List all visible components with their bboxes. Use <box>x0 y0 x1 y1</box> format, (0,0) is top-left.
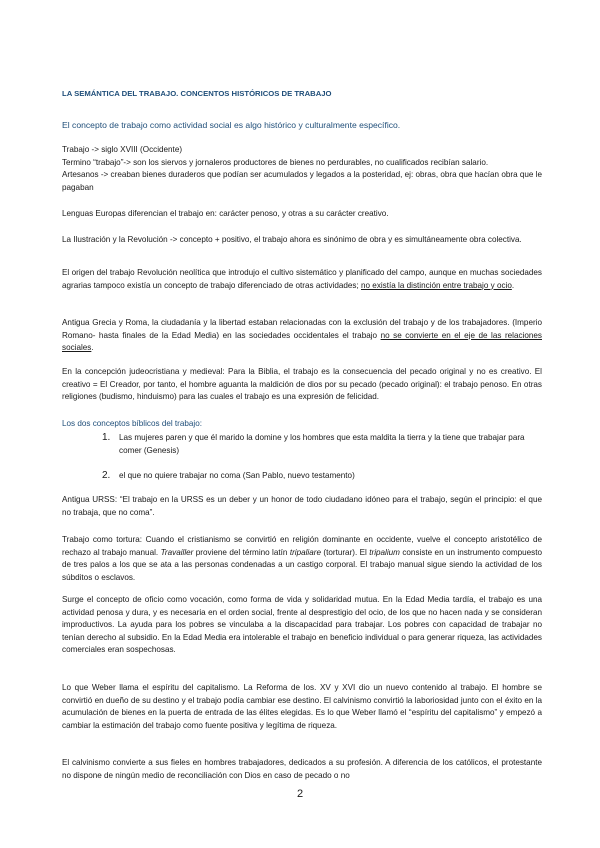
paragraph-ilustracion: La Ilustración y la Revolución -> concepto + positivo, el trabajo ahora es sinónimo de obra y es simultáneamente obra colectiva. <box>62 235 522 244</box>
paragraph-origen: El origen del trabajo Revolución neolítica que introdujo el cultivo sistemático y planificado del campo, aunque en muchas sociedades agrarias tampoco existía un concepto de trabajo diferenciado de otras actividades; no existía la distinción entre trabajo y ocio. <box>62 268 542 290</box>
paragraph-oficio: Surge el concepto de oficio como vocación, como forma de vida y solidaridad mutua. En la Edad Media tardía, el trabajo es una actividad penosa y dura, y es necesaria en el orden social, frente al desprestigio del ocio, de los que no hacen nada y se consideran improductivos. La ayuda para los pobres se vinculaba a la discapacidad para trabajar. Los pobres con capacidad de trabajar no tenían derecho al subsidio. En la Edad Media era intolerable el trabajo en beneficio individual o para generar riqueza, las actividades comerciales eran sospechosas. <box>62 595 542 655</box>
paragraph-grecia-roma: Antigua Grecia y Roma, la ciudadanía y la libertad estaban relacionadas con la exclusión del trabajo y de los trabajadores. (Imperio Romano- hasta finales de la Edad Media) en las sociedades occidentales el trabajo no se convierte en el eje de las relaciones sociales. <box>62 318 542 353</box>
paragraph-tortura: Trabajo como tortura: Cuando el cristianismo se convirtió en religión dominante en occidente, vuelve el concepto aristotélico de rechazo al trabajo manual. Travailler proviene del término latín tripaliare (torturar). El tripalium consiste en un instrumento compuesto de tres palos a los que se ata a las personas condenadas a un castigo corporal. El trabajo manual sigue siendo la actividad de los súbditos o esclavos. <box>62 535 542 582</box>
list-item <box>102 470 542 483</box>
line-artesanos: Artesanos -> creaban bienes duraderos que podían ser acumulados y legados a la posteridad, ej: obras, obra que hacían obra que le pagaban <box>62 170 542 192</box>
paragraph-weber: Lo que Weber llama el espíritu del capitalismo. La Reforma de los. XV y XVI dio un nuevo contenido al trabajo. El hombre se convirtió en dueño de su destino y el trabajo podía cambiar ese destino. El calvinismo convirtió la laboriosidad junto con el éxito en la acumulación de bienes en la puerta de entrada de las élites elegidas. Es lo que Weber llamó el “espíritu del capitalismo” y empezó a cambiar la estimación del trabajo como fuente positiva y legítima de riqueza. <box>62 683 542 730</box>
biblical-concepts-heading: Los dos conceptos bíblicos del trabajo: <box>62 419 203 428</box>
list-item <box>102 432 542 457</box>
underlined-text: no se convierte en el eje de las relaciones sociales <box>62 330 542 353</box>
page-number: 2 <box>296 788 304 800</box>
underlined-text: no existía la distinción entre trabajo y ocio <box>361 280 512 290</box>
line-termino: Termino “trabajo”-> son los siervos y jornaleros productores de bienes no perdurables, no cualificados recibían salario. <box>62 157 489 167</box>
paragraph-judeocristiana: En la concepción judeocristiana y medieval: Para la Biblia, el trabajo es la consecuencia del pecado original y no es creativo. El creativo = El Creador, por tanto, el hombre aguanta la maldición de dios por su pecado (pecado original): el trabajo penoso. En otras religiones (budismo, hinduismo) para las cuales el trabajo es una expresión de felicidad. <box>62 367 542 402</box>
line-siglo: Trabajo -> siglo XVIII (Occidente) <box>62 145 183 154</box>
paragraph-lenguas: Lenguas Europas diferencian el trabajo en: carácter penoso, y otras a su carácter creativo. <box>62 209 389 218</box>
paragraph-calvinismo: El calvinismo convierte a sus fieles en hombres trabajadores, dedicados a su profesión. A diferencia de los católicos, el protestante no dispone de ningún medio de reconciliación con Dios en caso de pecado o no <box>62 758 542 780</box>
list-number: 1. <box>102 432 111 443</box>
list-text: Las mujeres paren y que él marido la domine y los hombres que esta maldita la tierra y la tiene que trabajar para comer (Genesis) <box>119 433 525 455</box>
list-number: 2. <box>102 470 111 481</box>
paragraph-urss: Antigua URSS: “El trabajo en la URSS es un deber y un honor de todo ciudadano idóneo para el trabajo, según el principio: el que no trabaja, que no coma”. <box>62 495 542 517</box>
paragraph-trabajo-siglo <box>62 144 542 194</box>
list-text: el que no quiere trabajar no coma (San Pablo, nuevo testamento) <box>119 471 355 480</box>
document-title: LA SEMÁNTICA DEL TRABAJO. CONCENTOS HISTÓRICOS DE TRABAJO <box>62 89 332 98</box>
document-subtitle: El concepto de trabajo como actividad social es algo histórico y culturalmente específico. <box>62 120 401 130</box>
